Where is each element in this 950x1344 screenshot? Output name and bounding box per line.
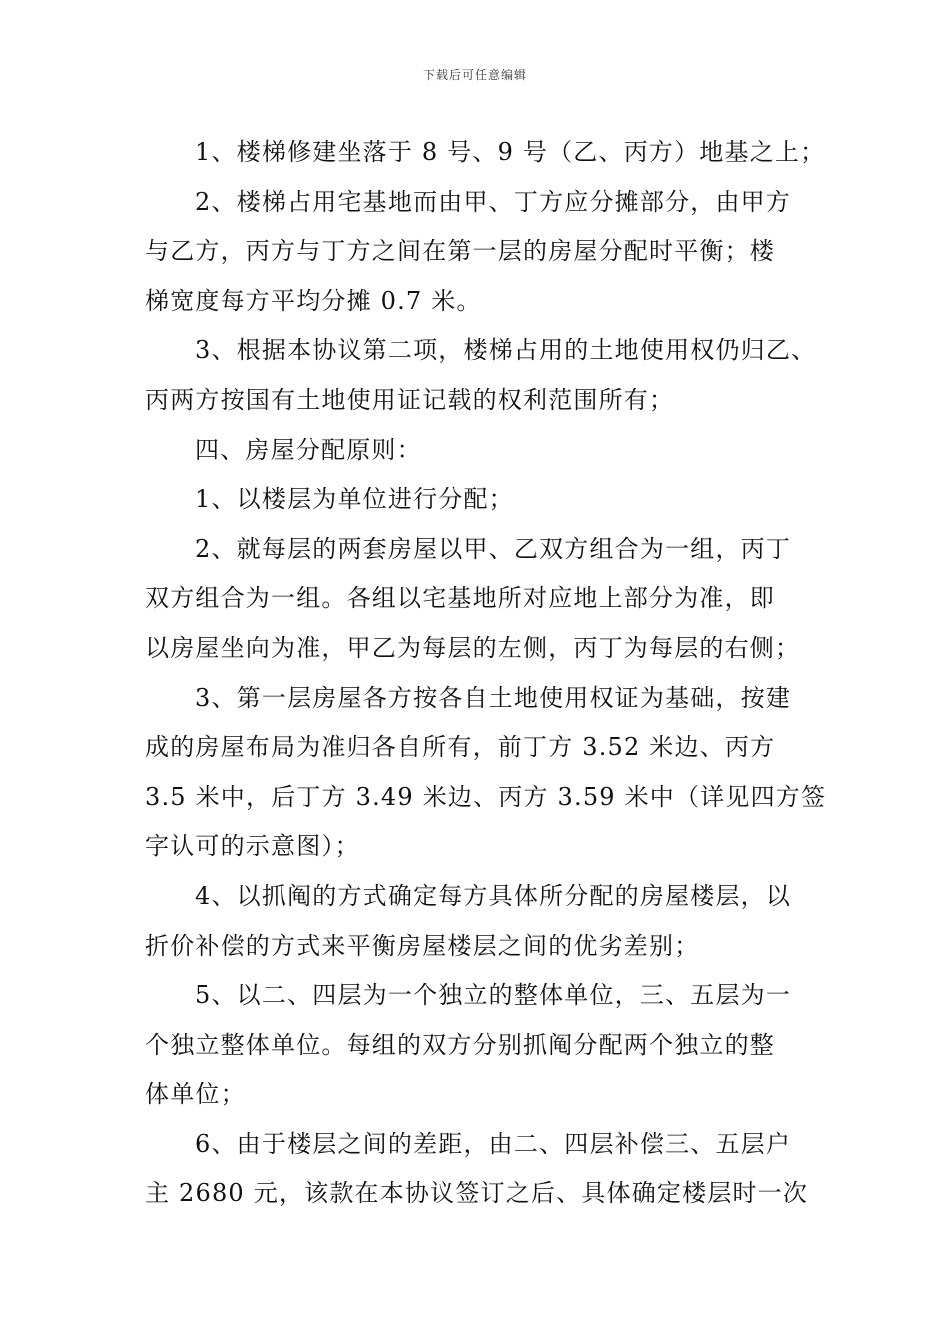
- text-line: 字认可的示意图）；: [145, 832, 360, 861]
- text-line: 与乙方，丙方与丁方之间在第一层的房屋分配时平衡；楼: [145, 237, 775, 266]
- text-line: 3.5 米中，后丁方 3.49 米边、丙方 3.59 米中（详见四方签: [145, 782, 827, 811]
- text-line: 1、楼梯修建坐落于 8 号、9 号（乙、丙方）地基之上；: [195, 138, 826, 166]
- text-line: 成的房屋布局为准归各自所有，前丁方 3.52 米边、丙方: [145, 733, 776, 762]
- text-line: 梯宽度每方平均分摊 0.7 米。: [145, 286, 482, 315]
- page-header-note: 下载后可任意编辑: [422, 68, 527, 82]
- text-line: 5、以二、四层为一个独立的整体单位，三、五层为一: [195, 981, 792, 1010]
- section-heading: 四、房屋分配原则：: [195, 435, 422, 464]
- text-line: 3、第一层房屋各方按各自土地使用权证为基础，按建: [195, 683, 792, 712]
- text-line: 以房屋坐向为准，甲乙为每层的左侧，丙丁为每层的右侧；: [145, 633, 801, 662]
- text-line: 主 2680 元，该款在本协议签订之后、具体确定楼层时一次: [145, 1179, 809, 1208]
- text-line: 6、由于楼层之间的差距，由二、四层补偿三、五层户: [195, 1129, 792, 1158]
- text-line: 丙两方按国有土地使用证记载的权利范围所有；: [145, 385, 675, 414]
- text-line: 个独立整体单位。每组的双方分别抓阄分配两个独立的整: [145, 1030, 775, 1059]
- text-line: 4、以抓阄的方式确定每方具体所分配的房屋楼层，以: [195, 881, 792, 910]
- text-line: 2、就每层的两套房屋以甲、乙双方组合为一组，丙丁: [195, 534, 792, 563]
- text-line: 3、根据本协议第二项，楼梯占用的土地使用权仍归乙、: [195, 336, 817, 365]
- text-line: 双方组合为一组。各组以宅基地所对应地上部分为准，即: [145, 584, 775, 613]
- text-line: 折价补偿的方式来平衡房屋楼层之间的优劣差别；: [145, 931, 700, 960]
- text-line: 1、以楼层为单位进行分配；: [195, 485, 514, 514]
- text-line: 2、楼梯占用宅基地而由甲、丁方应分摊部分，由甲方: [195, 187, 792, 216]
- text-line: 体单位；: [145, 1080, 246, 1109]
- document-body: [145, 128, 827, 1219]
